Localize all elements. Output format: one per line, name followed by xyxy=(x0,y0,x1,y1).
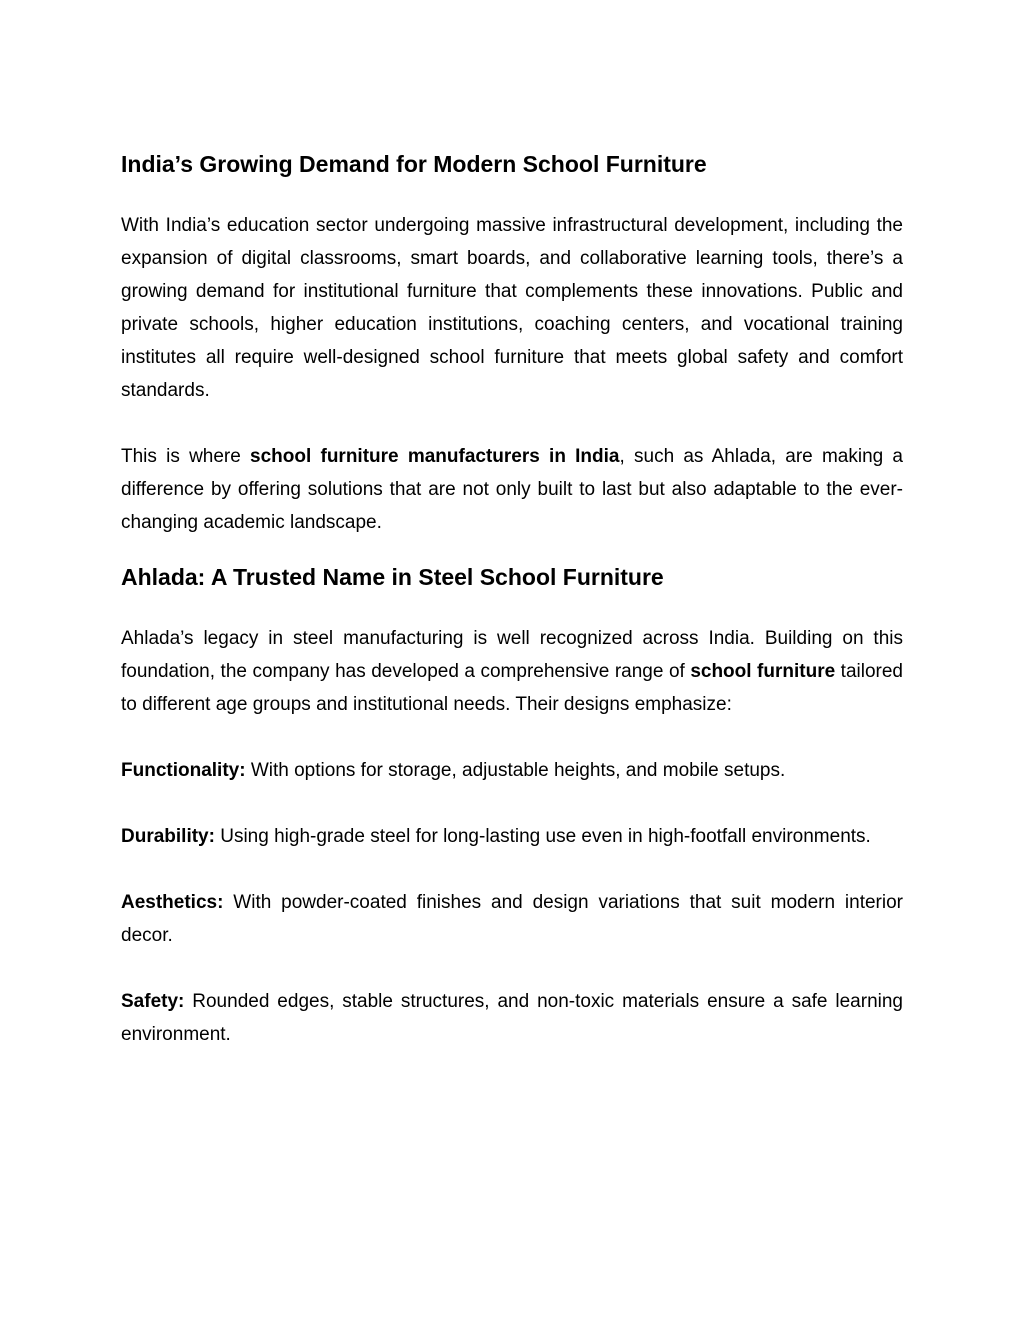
feature-durability xyxy=(121,820,903,853)
feature-label: Safety: xyxy=(121,990,185,1012)
feature-label: Functionality: xyxy=(121,759,246,781)
feature-safety xyxy=(121,985,903,1051)
paragraph-ahlada-legacy xyxy=(121,622,903,721)
paragraph-text-lead: Ahlada’s legacy in steel manufacturing is well recognized across India. Building on this foundation, the company has developed a comprehensive range of xyxy=(121,627,903,682)
paragraph-text-trail: tailored to different age groups and institutional needs. Their designs emphasize: xyxy=(121,660,903,715)
feature-text: Using high-grade steel for long-lasting use even in high-footfall environments. xyxy=(214,825,871,847)
paragraph-text-lead: This is where xyxy=(121,445,251,467)
document-page xyxy=(121,150,903,1051)
section-heading-demand: India’s Growing Demand for Modern School Furniture xyxy=(121,151,707,177)
feature-label: Durability: xyxy=(121,825,215,847)
feature-text: With options for storage, adjustable heights, and mobile setups. xyxy=(245,759,786,781)
bold-keyword-manufacturers: school furniture manufacturers in India xyxy=(250,445,620,467)
feature-aesthetics xyxy=(121,886,903,952)
paragraph-text-trail: , such as Ahlada, are making a difference by offering solutions that are not only built to last but also adaptable to the ever-changing academic landscape. xyxy=(121,445,903,533)
paragraph-text: With India’s education sector undergoing massive infrastructural development, including the expansion of digital classrooms, smart boards, and collaborative learning tools, there’s a growing demand for institutional furniture that complements these innovations. Public and private schools, higher education institutions, coaching centers, and vocational training institutes all require well-designed school furniture that meets global safety and comfort standards. xyxy=(121,214,903,401)
feature-text: Rounded edges, stable structures, and non-toxic materials ensure a safe learning environment. xyxy=(121,990,903,1045)
feature-functionality xyxy=(121,754,903,787)
paragraph-education-sector xyxy=(121,209,903,407)
feature-label: Aesthetics: xyxy=(121,891,224,913)
section-heading-ahlada: Ahlada: A Trusted Name in Steel School Furniture xyxy=(121,563,664,590)
feature-text: With powder-coated finishes and design variations that suit modern interior decor. xyxy=(121,891,903,946)
bold-keyword-school-furniture: school furniture xyxy=(690,660,836,682)
paragraph-manufacturers xyxy=(121,440,903,539)
